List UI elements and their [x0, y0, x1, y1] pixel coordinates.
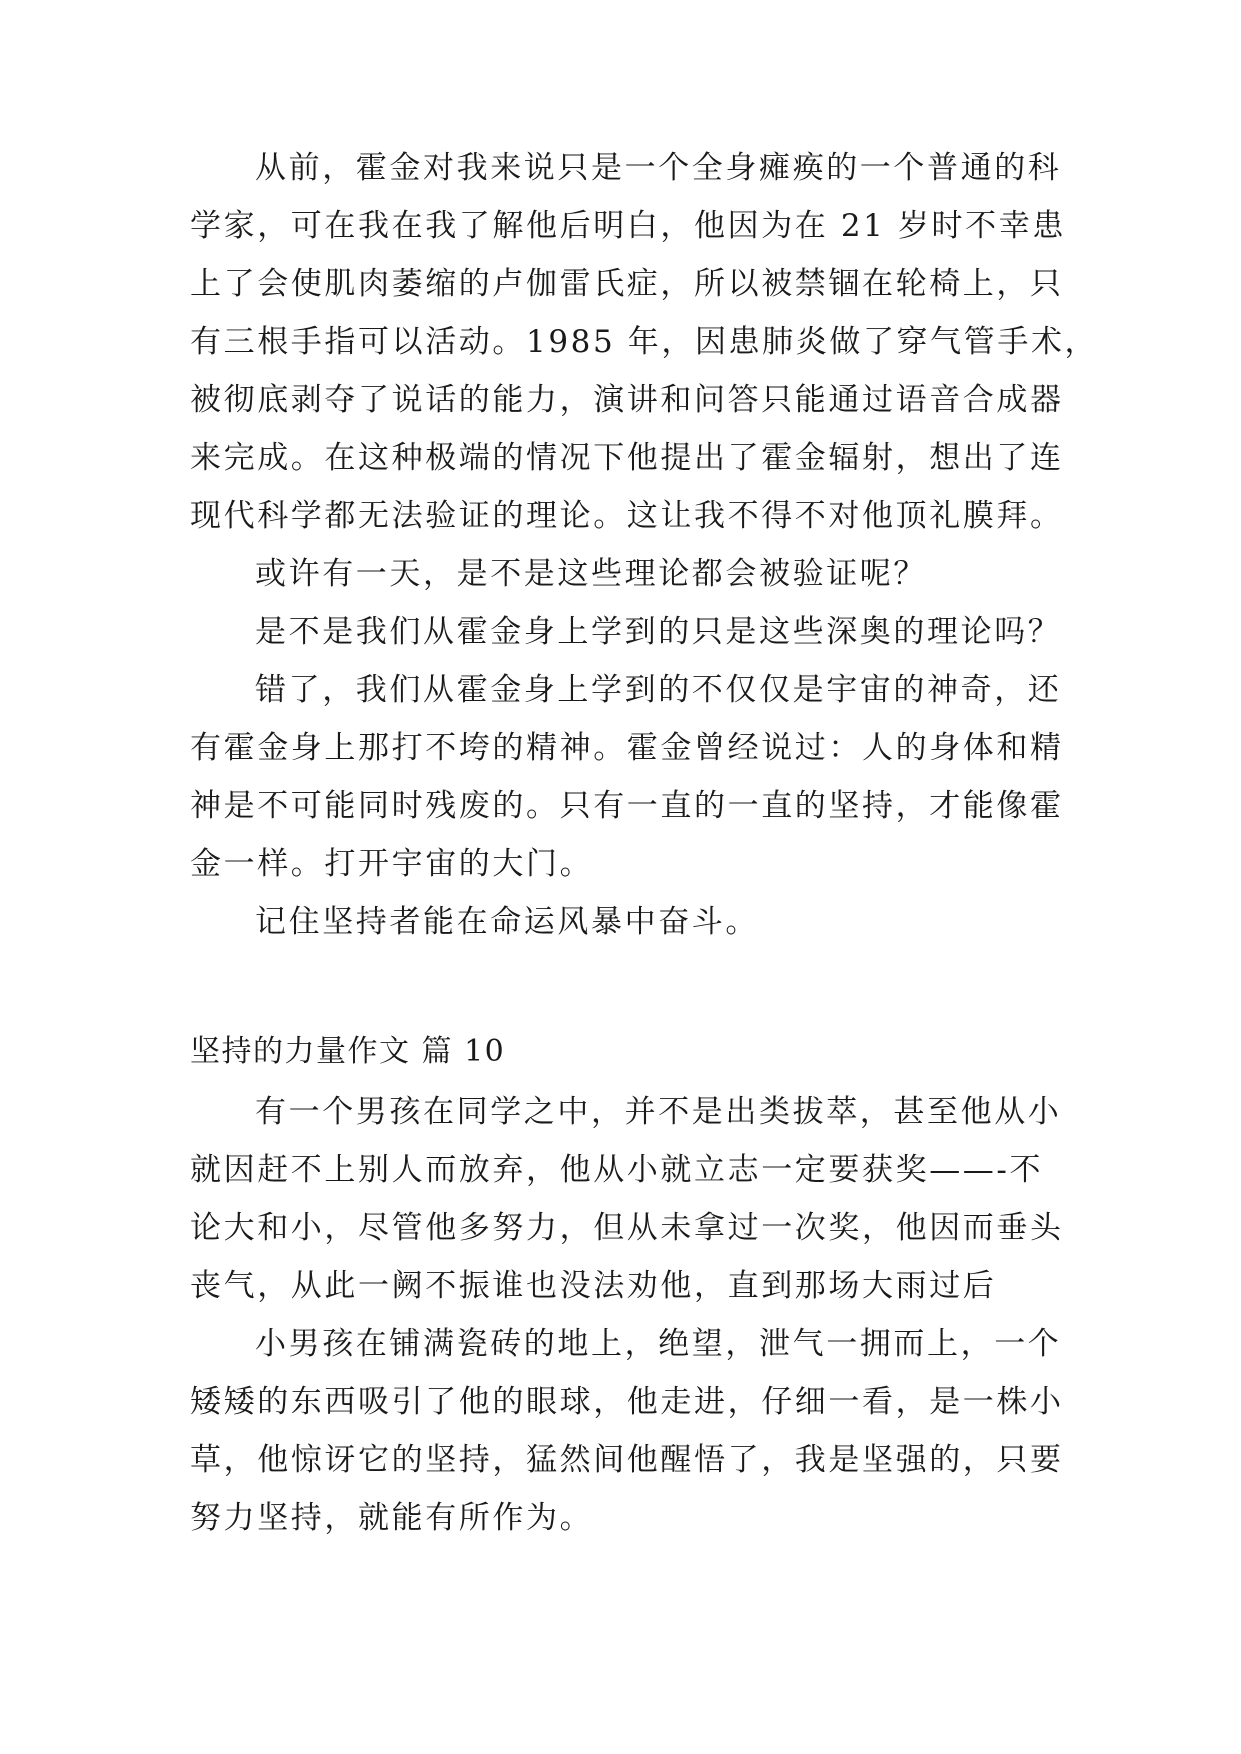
text-line: 草，他惊讶它的坚持，猛然间他醒悟了，我是坚强的，只要 [190, 1442, 1064, 1478]
section-heading: 坚持的力量作文 篇 10 [190, 1034, 506, 1069]
text-line: 神是不可能同时残废的。只有一直的一直的坚持，才能像霍 [190, 788, 1064, 824]
text-line: 上了会使肌肉萎缩的卢伽雷氏症，所以被禁锢在轮椅上，只 [190, 266, 1064, 302]
text-line: 努力坚持，就能有所作为。 [190, 1500, 594, 1536]
text-line: 有霍金身上那打不垮的精神。霍金曾经说过：人的身体和精 [190, 730, 1064, 766]
text-line: 来完成。在这种极端的情况下他提出了霍金辐射，想出了连 [190, 440, 1064, 476]
text-line: 小男孩在铺满瓷砖的地上，绝望，泄气一拥而上，一个 [255, 1326, 1062, 1362]
text-line: 有三根手指可以活动。1985 年，因患肺炎做了穿气管手术， [190, 324, 1099, 360]
text-line: 有一个男孩在同学之中，并不是出类拔萃，甚至他从小 [255, 1094, 1062, 1130]
text-line: 或许有一天，是不是这些理论都会被验证呢？ [255, 556, 927, 592]
text-line: 矮矮的东西吸引了他的眼球，他走进，仔细一看，是一株小 [190, 1384, 1064, 1420]
text-line: 从前，霍金对我来说只是一个全身瘫痪的一个普通的科 [255, 150, 1062, 186]
text-line: 论大和小，尽管他多努力，但从未拿过一次奖，他因而垂头 [190, 1210, 1064, 1246]
text-line: 错了，我们从霍金身上学到的不仅仅是宇宙的神奇，还 [255, 672, 1062, 708]
text-line: 就因赶不上别人而放弃，他从小就立志一定要获奖——-不 [190, 1152, 1044, 1188]
text-line: 丧气，从此一阙不振谁也没法劝他，直到那场大雨过后 [190, 1268, 997, 1304]
text-line: 记住坚持者能在命运风暴中奋斗。 [255, 904, 759, 940]
text-line: 被彻底剥夺了说话的能力，演讲和问答只能通过语音合成器 [190, 382, 1064, 418]
text-line: 金一样。打开宇宙的大门。 [190, 846, 594, 882]
text-line: 现代科学都无法验证的理论。这让我不得不对他顶礼膜拜。 [190, 498, 1064, 534]
text-line: 是不是我们从霍金身上学到的只是这些深奥的理论吗？ [255, 614, 1062, 650]
text-line: 学家，可在我在我了解他后明白，他因为在 21 岁时不幸患 [190, 208, 1066, 244]
